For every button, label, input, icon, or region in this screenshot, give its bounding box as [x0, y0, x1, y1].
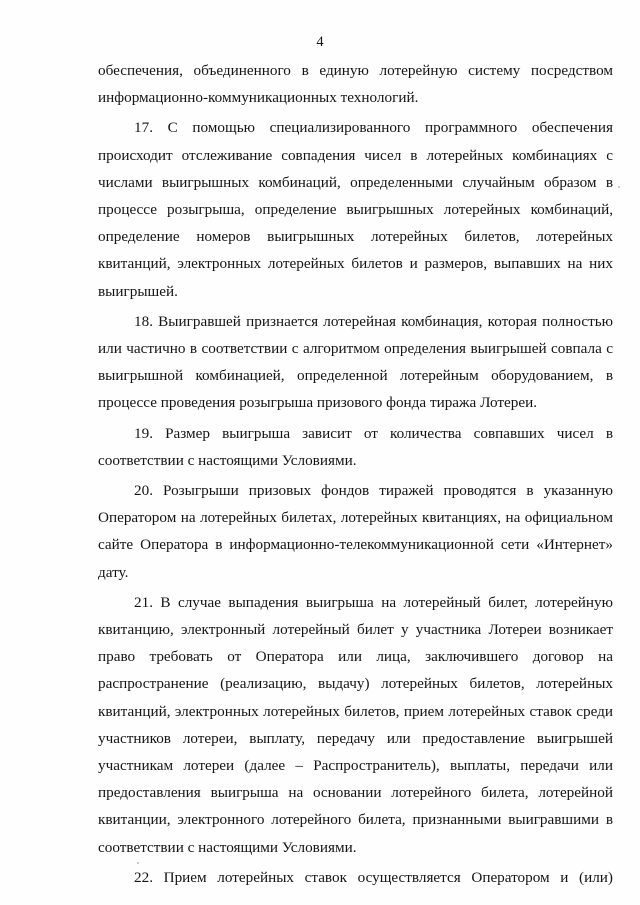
paragraph-20: 20. Розыгрыши призовых фондов тиражей проводятся в указанную Оператором на лотерейных билетах, лотерейных квитанциях, на официальном сайте Оператора в информационно-телекоммуникационной сети «Интернет» дату.: [98, 482, 613, 581]
paragraph-21: 21. В случае выпадения выигрыша на лотерейный билет, лотерейную квитанцию, электронный лотерейный билет у участника Лотереи возникает право требовать от Оператора или лица, заключившего договор на распространение (реализацию, выдачу) лотерейных билетов, лотерейных квитанций, электронных лотерейных билетов, прием лотерейных ставок среди участников лотереи, выплату, передачу или предоставление выигрышей участникам лотереи (далее – Распространитель), выплаты, передачи или предоставления выигрыша на основании лотерейного билета, лотерейной квитанции, электронного лотерейного билета, признанными выигравшими в соответствии с настоящими Условиями.: [98, 593, 613, 856]
scan-artifact: [137, 862, 139, 864]
paragraph-22: 22. Прием лотерейных ставок осуществляется Оператором и (или): [134, 868, 613, 886]
page-number: 4: [316, 34, 324, 50]
scan-artifact: [618, 186, 620, 188]
document-body: [98, 57, 613, 891]
paragraph-16-continuation: обеспечения, объединенного в единую лотерейную систему посредством информационно-коммуникационных технологий.: [98, 62, 613, 107]
paragraph-17: 17. С помощью специализированного программного обеспечения происходит отслеживание совпадения чисел в лотерейных комбинациях с числами выигрышных комбинаций, определенными случайным образом в процессе розыгрыша, определение выигрышных лотерейных комбинаций, определение номеров выигрышных лотерейных билетов, лотерейных квитанций, электронных лотерейных билетов и размеров, выпавших на них выигрышей.: [98, 119, 613, 300]
paragraph-18: 18. Выигравшей признается лотерейная комбинация, которая полностью или частично в соответствии с алгоритмом определения выигрышей совпала с выигрышной комбинацией, определенной лотерейным оборудованием, в процессе проведения розыгрыша призового фонда тиража Лотереи.: [98, 312, 613, 412]
paragraph-19: 19. Размер выигрыша зависит от количества совпавших чисел в соответствии с настоящими Условиями.: [98, 424, 613, 469]
